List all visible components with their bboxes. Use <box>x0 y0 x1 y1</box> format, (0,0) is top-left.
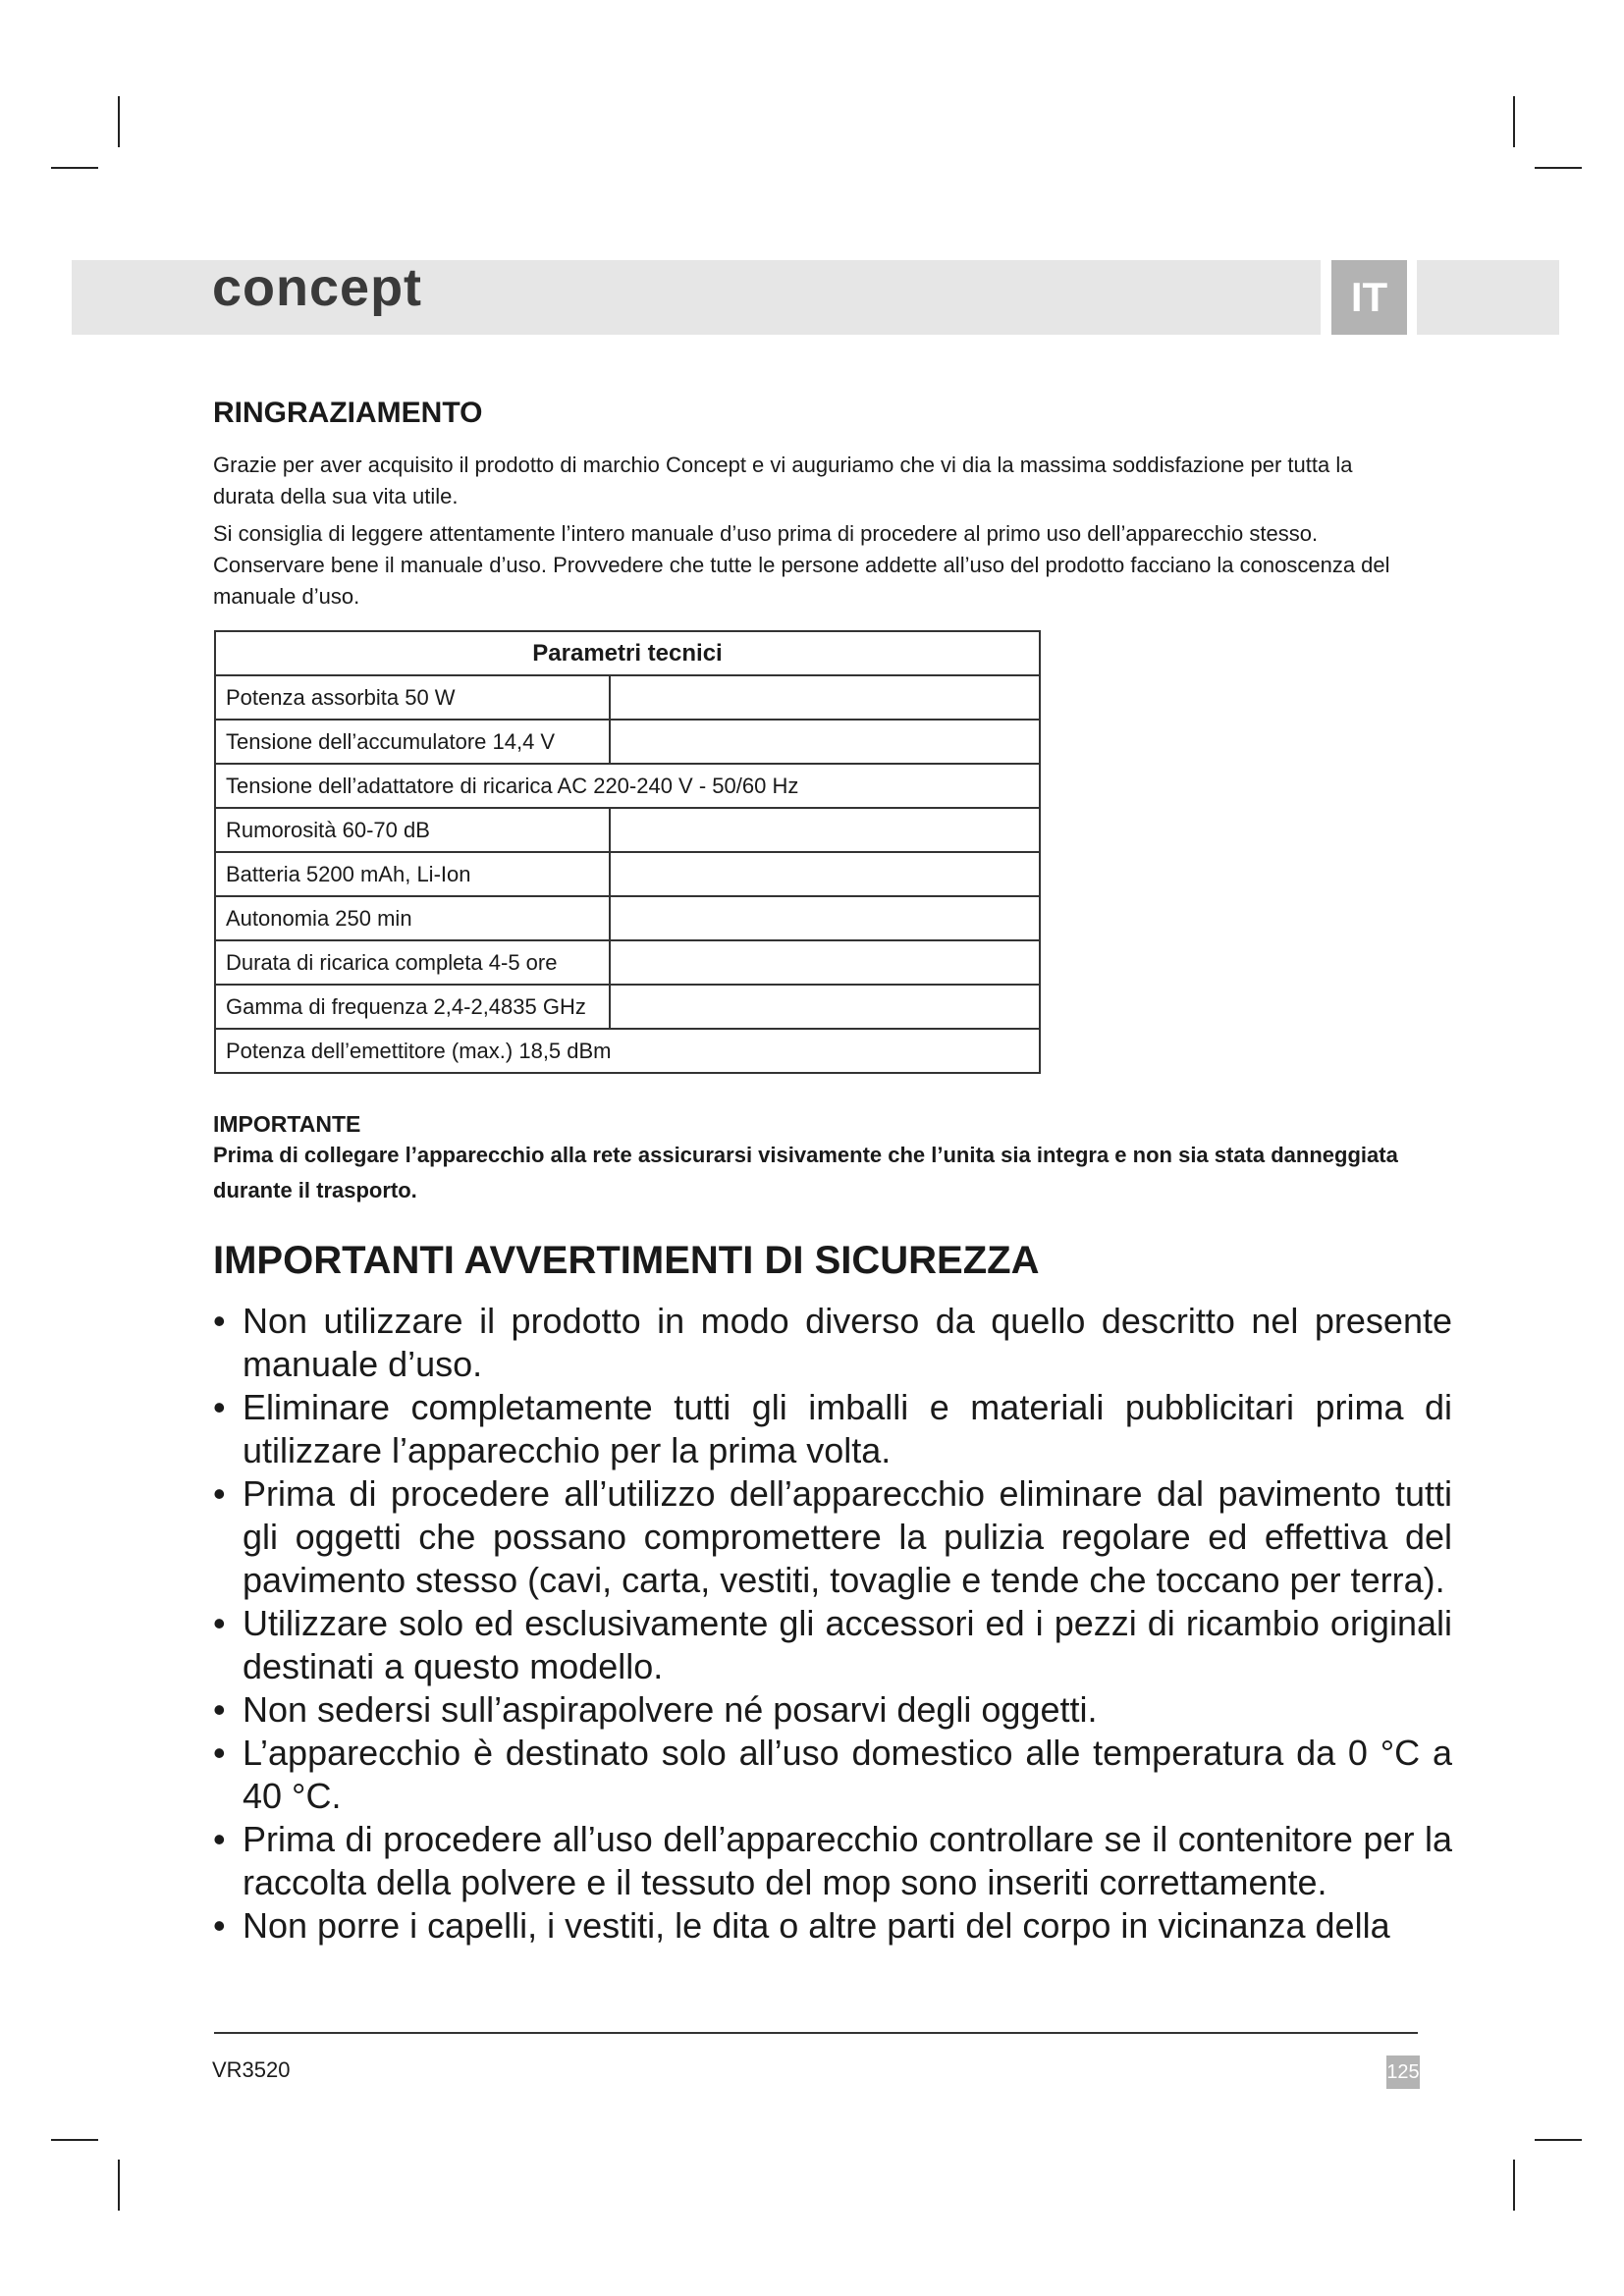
safety-item-text: Non utilizzare il prodotto in modo diverso da quello descritto nel presente manuale d’uso. <box>243 1301 1452 1384</box>
crop-mark <box>1535 167 1582 169</box>
safety-item-text: Non sedersi sull’aspirapolvere né posarvi degli oggetti. <box>243 1689 1098 1730</box>
footer-divider <box>214 2032 1418 2034</box>
spec-cell: Durata di ricarica completa 4-5 ore <box>215 940 610 985</box>
spec-cell: Batteria 5200 mAh, Li-Ion <box>215 852 610 896</box>
thanks-title: RINGRAZIAMENTO <box>213 397 483 429</box>
spec-cell: Gamma di frequenza 2,4-2,4835 GHz <box>215 985 610 1029</box>
list-item <box>213 1818 1452 1904</box>
table-row <box>215 896 1040 940</box>
safety-item-text: Eliminare completamente tutti gli imballi e materiali pubblicitari prima di utilizzare l’apparecchio per la prima volta. <box>243 1387 1452 1470</box>
safety-item-text: Prima di procedere all’utilizzo dell’apparecchio eliminare dal pavimento tutti gli oggetti che possano compromettere la pulizia regolare ed effettiva del pavimento stesso (cavi, carta, vestiti, tovaglie e tende che toccano per terra). <box>243 1473 1452 1600</box>
list-item <box>213 1300 1452 1386</box>
spec-cell: Tensione dell’adattatore di ricarica AC 220-240 V - 50/60 Hz <box>215 764 1040 808</box>
spec-empty-cell <box>610 896 1040 940</box>
safety-title <box>213 1239 1452 1283</box>
spec-empty-cell <box>610 985 1040 1029</box>
crop-mark <box>51 2139 98 2141</box>
safety-item-text: L’apparecchio è destinato solo all’uso domestico alle temperatura da 0 °C a 40 °C. <box>243 1733 1452 1816</box>
table-row <box>215 808 1040 852</box>
table-row <box>215 852 1040 896</box>
header-bar-right <box>1417 260 1559 335</box>
bullet-icon: • <box>213 1603 226 1643</box>
spec-cell: Rumorosità 60-70 dB <box>215 808 610 852</box>
spec-cell: Potenza assorbita 50 W <box>215 675 610 720</box>
safety-heading: IMPORTANTI AVVERTIMENTI DI SICUREZZA <box>213 1239 1040 1282</box>
safety-item-text: Non porre i capelli, i vestiti, le dita o altre parti del corpo in vicinanza della <box>243 1905 1390 1946</box>
spec-cell: Tensione dell’accumulatore 14,4 V <box>215 720 610 764</box>
spec-empty-cell <box>610 940 1040 985</box>
list-item <box>213 1602 1452 1688</box>
table-row <box>215 940 1040 985</box>
thanks-section <box>213 397 1452 613</box>
table-row <box>215 764 1040 808</box>
table-row <box>215 720 1040 764</box>
table-row <box>215 675 1040 720</box>
bullet-icon: • <box>213 1473 226 1514</box>
bullet-icon: • <box>213 1301 226 1341</box>
thanks-paragraph-2: Si consiglia di leggere attentamente l’intero manuale d’uso prima di procedere al primo uso dell’apparecchio stesso. Conservare bene il manuale d’uso. Provvedere che tutte le persone addette all’uso del prodotto facciano la conoscenza del manuale d’uso. <box>213 521 1390 609</box>
table-row <box>215 985 1040 1029</box>
safety-list <box>213 1300 1452 1948</box>
list-item <box>213 1904 1452 1948</box>
bullet-icon: • <box>213 1819 226 1859</box>
model-number: VR3520 <box>212 2057 291 2082</box>
specs-header-row <box>215 631 1040 675</box>
safety-item-text: Prima di procedere all’uso dell’apparecchio controllare se il contenitore per la raccolta della polvere e il tessuto del mop sono inseriti correttamente. <box>243 1819 1452 1902</box>
brand-logo: concept <box>212 258 423 317</box>
spec-empty-cell <box>610 675 1040 720</box>
important-text: Prima di collegare l’apparecchio alla rete assicurarsi visivamente che l’unita sia integra e non sia stata danneggiata durante il trasporto. <box>213 1143 1398 1202</box>
spec-empty-cell <box>610 852 1040 896</box>
specs-title: Parametri tecnici <box>215 631 1040 675</box>
crop-mark <box>1513 96 1515 147</box>
bullet-icon: • <box>213 1387 226 1427</box>
bullet-icon: • <box>213 1733 226 1773</box>
bullet-icon: • <box>213 1905 226 1946</box>
spec-empty-cell <box>610 808 1040 852</box>
list-item <box>213 1732 1452 1818</box>
table-row <box>215 1029 1040 1073</box>
crop-mark <box>118 96 120 147</box>
page-number: 125 <box>1386 2056 1420 2089</box>
spec-cell: Autonomia 250 min <box>215 896 610 940</box>
list-item <box>213 1688 1452 1732</box>
spec-empty-cell <box>610 720 1040 764</box>
list-item <box>213 1472 1452 1602</box>
crop-mark <box>51 167 98 169</box>
bullet-icon: • <box>213 1689 226 1730</box>
language-badge: IT <box>1331 260 1407 335</box>
crop-mark <box>1513 2160 1515 2211</box>
spec-cell: Potenza dell’emettitore (max.) 18,5 dBm <box>215 1029 1040 1073</box>
crop-mark <box>118 2160 120 2211</box>
thanks-paragraph-1: Grazie per aver acquisito il prodotto di marchio Concept e vi auguriamo che vi dia la massima soddisfazione per tutta la durata della sua vita utile. <box>213 453 1353 508</box>
safety-item-text: Utilizzare solo ed esclusivamente gli accessori ed i pezzi di ricambio originali destinati a questo modello. <box>243 1603 1452 1686</box>
specs-table <box>214 630 1041 1074</box>
list-item <box>213 1386 1452 1472</box>
important-title: IMPORTANTE <box>213 1111 361 1137</box>
crop-mark <box>1535 2139 1582 2141</box>
important-section <box>213 1111 1452 1208</box>
